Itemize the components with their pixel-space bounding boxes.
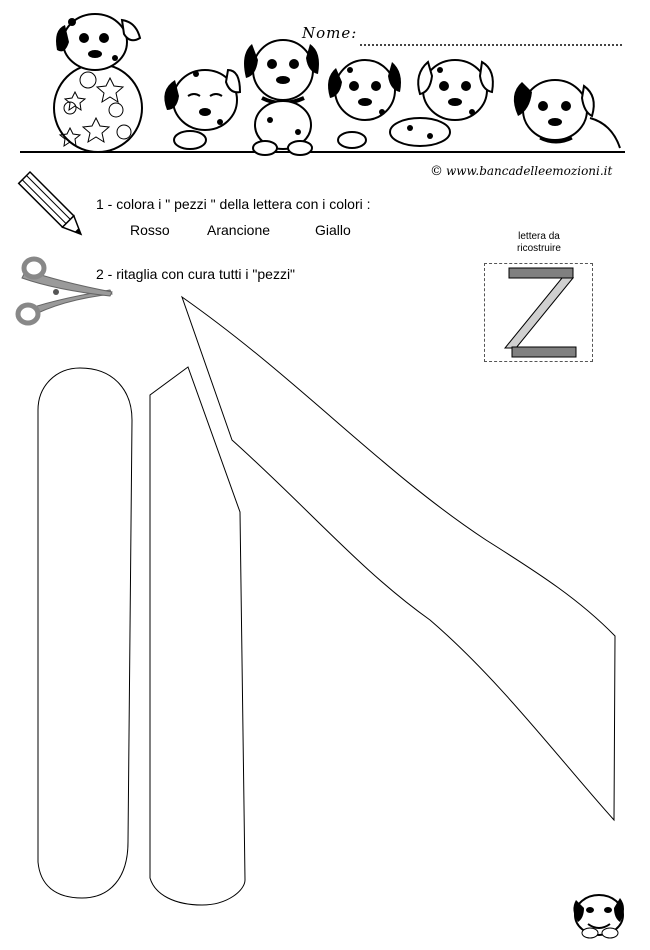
copyright-symbol: ©	[430, 164, 443, 179]
color-giallo: Giallo	[315, 222, 351, 238]
website-url: www.bancadelleemozioni.it	[446, 164, 613, 178]
name-label: Nome:	[302, 24, 358, 42]
color-arancione: Arancione	[207, 222, 271, 238]
instruction-step-1: 1 - colora i " pezzi " della lettera con i colori :	[96, 196, 371, 212]
instruction-step-2: 2 - ritaglia con cura tutti i "pezzi"	[96, 266, 296, 282]
reference-caption-line1: lettera da	[518, 231, 560, 242]
color-rosso: Rosso	[130, 222, 170, 238]
reference-caption-line2: ricostruire	[517, 243, 561, 254]
